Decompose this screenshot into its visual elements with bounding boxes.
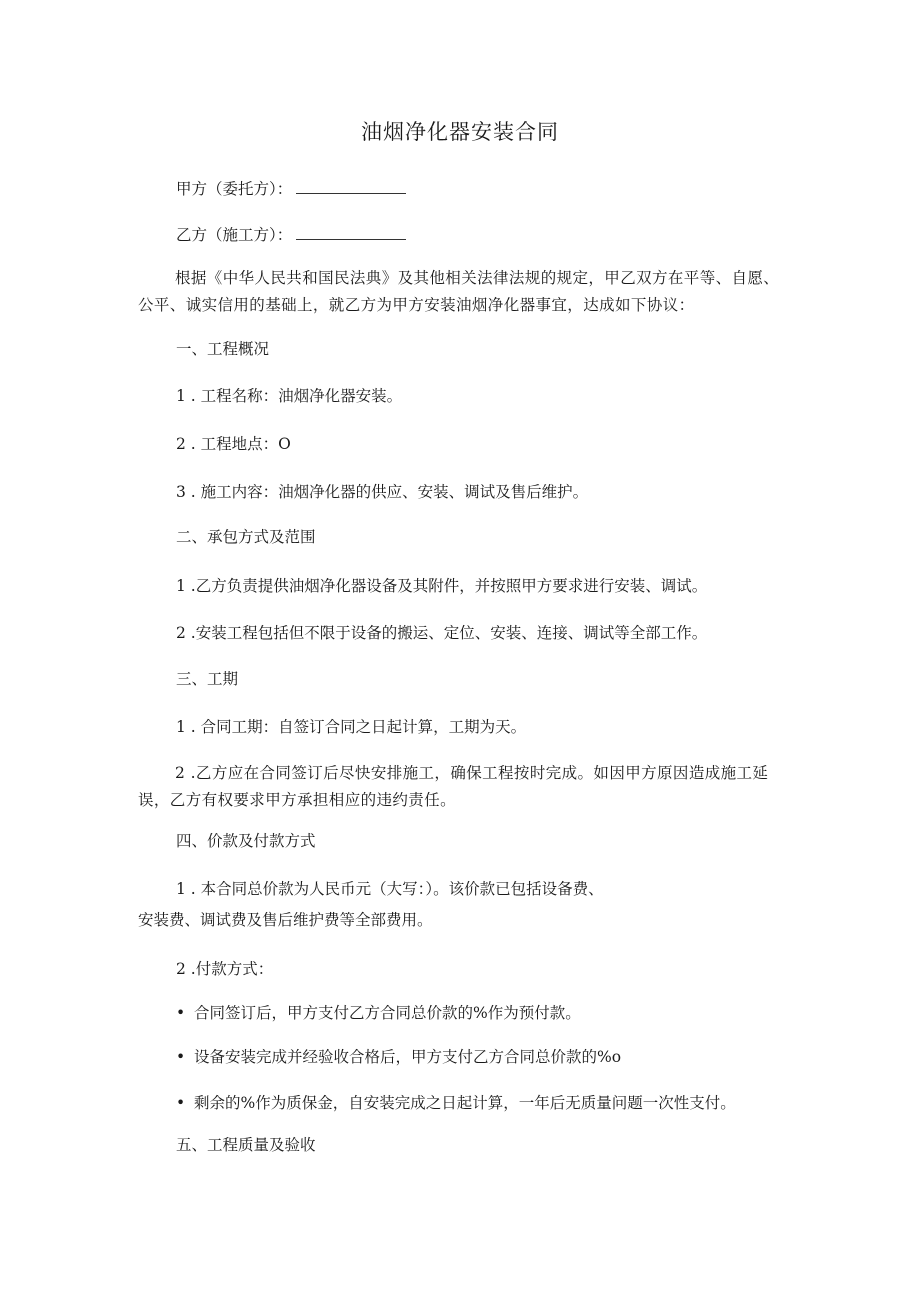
section-1-item-2: 2 . 工程地点：O [176,435,291,453]
section-3-item-2: 2 .乙方应在合同签订后尽快安排施工，确保工程按时完成。如因甲方原因造成施工延误，乙方有权要求甲方承担相应的违约责任。 [138,764,769,809]
preamble-paragraph: 根据《中华人民共和国民法典》及其他相关法律法规的规定，甲乙双方在平等、自愿、公平、诚实信用的基础上，就乙方为甲方安装油烟净化器事宜，达成如下协议： [138,269,780,314]
party-a-line [176,178,406,200]
section-heading-5: 五、工程质量及验收 [176,1136,316,1154]
section-2-item-1: 1 .乙方负责提供油烟净化器设备及其附件，并按照甲方要求进行安装、调试。 [176,577,708,595]
bullet-marker: • [176,1094,186,1112]
party-a-blank [296,179,406,194]
section-3-item-1: 1 . 合同工期：自签订合同之日起计算，工期为天。 [176,718,527,736]
party-b-label: 乙方（施工方）： [176,226,293,244]
bullet-text: 剩余的%作为质保金，自安装完成之日起计算，一年后无质量问题一次性支付。 [194,1094,736,1112]
section-heading-2: 二、承包方式及范围 [176,528,316,546]
section-4-item-2: 2 .付款方式： [176,960,274,978]
bullet-text: 合同签订后，甲方支付乙方合同总价款的%作为预付款。 [194,1004,581,1022]
list-item [176,1092,736,1114]
list-item [176,1046,621,1068]
section-4-item-1-line-1: 1 . 本合同总价款为人民币元（大写：）。该价款已包括设备费、 [176,880,604,898]
bullet-marker: • [176,1048,186,1066]
list-item [176,1002,581,1024]
bullet-text: 设备安装完成并经验收合格后，甲方支付乙方合同总价款的%o [194,1048,622,1066]
document-title: 油烟净化器安装合同 [361,120,559,144]
section-2-item-2: 2 .安装工程包括但不限于设备的搬运、定位、安装、连接、调试等全部工作。 [176,624,708,642]
section-heading-3: 三、工期 [176,670,239,688]
bullet-marker: • [176,1004,186,1022]
section-heading-1: 一、工程概况 [176,340,270,358]
party-a-label: 甲方（委托方）： [176,180,293,198]
section-heading-4: 四、价款及付款方式 [176,832,316,850]
party-b-line [176,224,406,246]
section-4-item-1-line-2: 安装费、调试费及售后维护费等全部费用。 [138,911,433,929]
section-1-item-3: 3 . 施工内容：油烟净化器的供应、安装、调试及售后维护。 [176,483,589,501]
party-b-blank [296,225,406,240]
section-1-item-1: 1 . 工程名称：油烟净化器安装。 [176,387,403,405]
